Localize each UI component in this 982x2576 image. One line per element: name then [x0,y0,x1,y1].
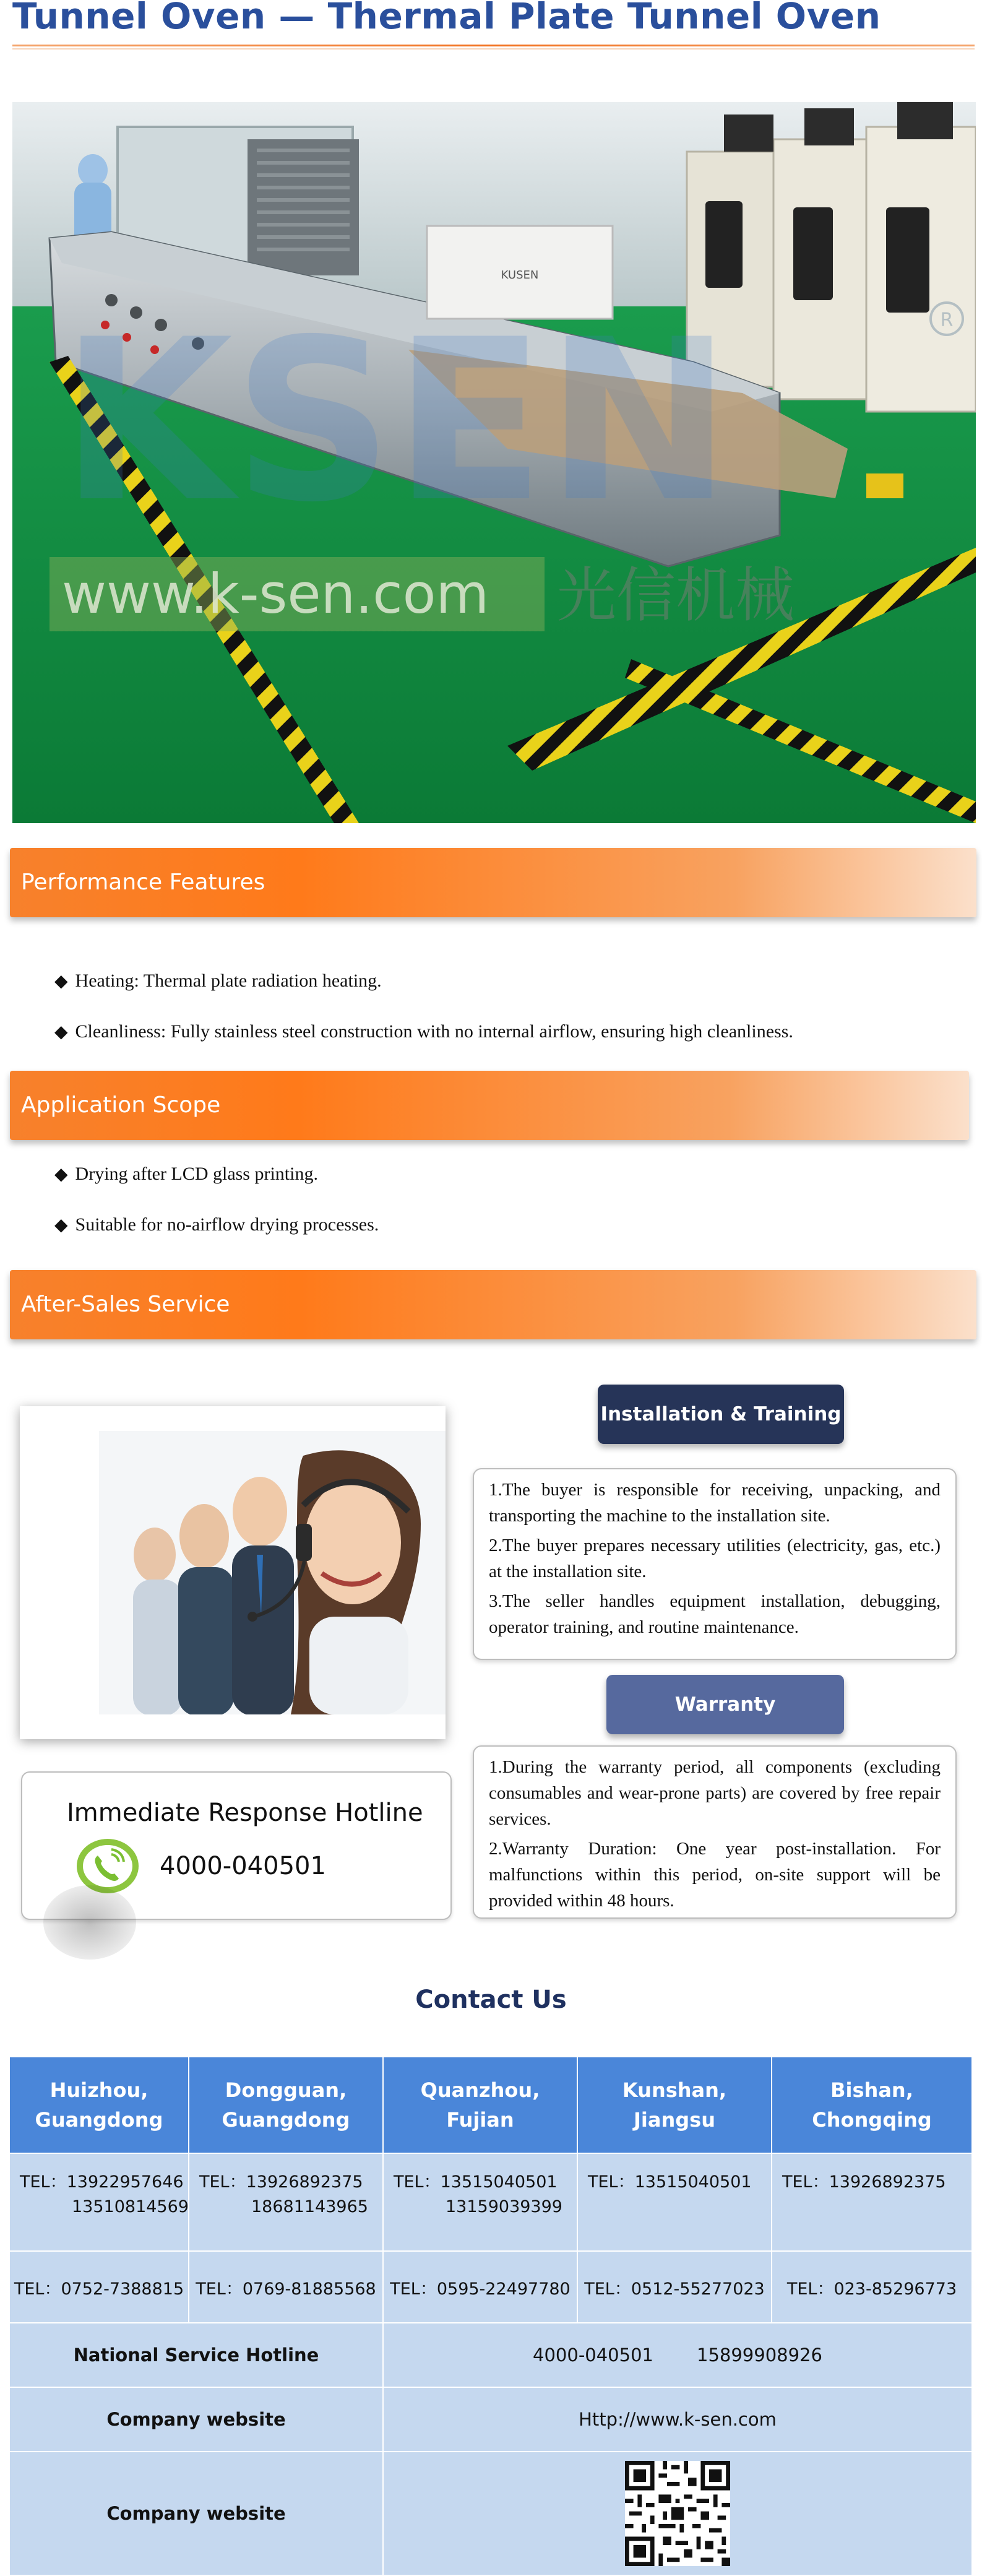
title-underline [12,45,975,46]
call-center-agents-image [99,1431,446,1714]
landline-cell[interactable]: TEL：0769-81885568 [189,2251,383,2323]
diamond-bullet-icon: ◆ [54,1165,68,1184]
landline-cell[interactable]: TEL：0512-55277023 [577,2251,772,2323]
landline-cell[interactable]: TEL：0595-22497780 [383,2251,577,2323]
machine-brand-label: KUSEN [501,269,539,282]
contact-heading: Contact Us [415,1986,567,2014]
website-link[interactable]: Http://www.k-sen.com [383,2387,972,2452]
table-row [9,2057,972,2153]
warranty-info-box [473,1745,957,1919]
section-heading-application: Application Scope [21,1092,221,1118]
website-label: Company website [9,2387,383,2452]
install-item: 3.The seller handles equipment installation, debugging, operator training, and routine maintenance. [489,1591,941,1637]
warranty-item: 1.During the warranty period, all components (excluding consumables and wear-prone parts) are covered by free repair services. [489,1757,941,1829]
table-row [9,2323,972,2387]
contact-table [9,2056,973,2576]
title-underline-shadow [12,48,975,50]
watermark-chinese: 光信机械 [557,561,795,630]
table-row [9,2387,972,2452]
hero-product-image [12,102,976,823]
page-header [12,0,975,48]
list-item: ◆ Drying after LCD glass printing. [54,1164,318,1184]
diamond-bullet-icon: ◆ [54,1022,68,1042]
national-hotline-label: National Service Hotline [9,2323,383,2387]
customer-service-photo [20,1406,446,1739]
hotline-shadow [43,1885,136,1960]
mobile-cell: TEL：13922957646 13510814569 [9,2153,189,2251]
office-header: Kunshan, Jiangsu [577,2057,772,2153]
landline-cell[interactable]: TEL：0752-7388815 [9,2251,189,2323]
svg-text:R: R [940,309,954,331]
section-bar-performance [10,848,976,917]
section-bar-application [10,1071,969,1140]
tunnel-oven-photo [12,102,976,823]
table-row [9,2452,972,2575]
national-hotline-number[interactable]: 15899908926 [697,2345,822,2366]
installation-info-box [473,1468,957,1660]
mobile-cell: TEL：13515040501 13159039399 [383,2153,577,2251]
table-row [9,2153,972,2251]
mobile-cell: TEL：13515040501 [577,2153,772,2251]
watermark-url: www.k-sen.com [62,562,489,626]
section-heading-after-sales: After-Sales Service [21,1292,230,1317]
qr-code-icon[interactable] [625,2461,730,2566]
hotline-title: Immediate Response Hotline [67,1799,423,1827]
installation-training-label: Installation & Training [598,1385,844,1444]
table-row [9,2251,972,2323]
warranty-item: 2.Warranty Duration: One year post-installation. For malfunctions within this period, on-site support will be provided within 48 hours. [489,1839,941,1911]
diamond-bullet-icon: ◆ [54,1216,68,1235]
qr-cell [383,2452,972,2575]
office-header: Dongguan, Guangdong [189,2057,383,2153]
diamond-bullet-icon: ◆ [54,972,68,991]
mobile-cell: TEL：13926892375 18681143965 [189,2153,383,2251]
page-title: Tunnel Oven — Thermal Plate Tunnel Oven [12,0,881,37]
landline-cell[interactable]: TEL：023-85296773 [772,2251,972,2323]
list-item: ◆ Heating: Thermal plate radiation heating. [54,970,382,991]
list-item: ◆ Suitable for no-airflow drying processes. [54,1214,379,1235]
national-hotline-number[interactable]: 4000-040501 [533,2345,653,2366]
hotline-number[interactable]: 4000-040501 [160,1852,326,1880]
qr-website-label: Company website [9,2452,383,2575]
warranty-label: Warranty [606,1675,844,1734]
office-header: Quanzhou, Fujian [383,2057,577,2153]
office-header: Bishan, Chongqing [772,2057,972,2153]
section-bar-after-sales [10,1270,976,1339]
list-item: ◆ Cleanliness: Fully stainless steel construction with no internal airflow, ensuring high cleanliness. [54,1021,793,1042]
svg-text:KSEN: KSEN [60,292,732,551]
install-item: 2.The buyer prepares necessary utilities (electricity, gas, etc.) at the installation site. [489,1536,941,1581]
section-heading-performance: Performance Features [21,870,265,895]
national-hotline-value [383,2323,972,2387]
office-header: Huizhou, Guangdong [9,2057,189,2153]
install-item: 1.The buyer is responsible for receiving, unpacking, and transporting the machine to the installation site. [489,1480,941,1526]
mobile-cell: TEL：13926892375 [772,2153,972,2251]
